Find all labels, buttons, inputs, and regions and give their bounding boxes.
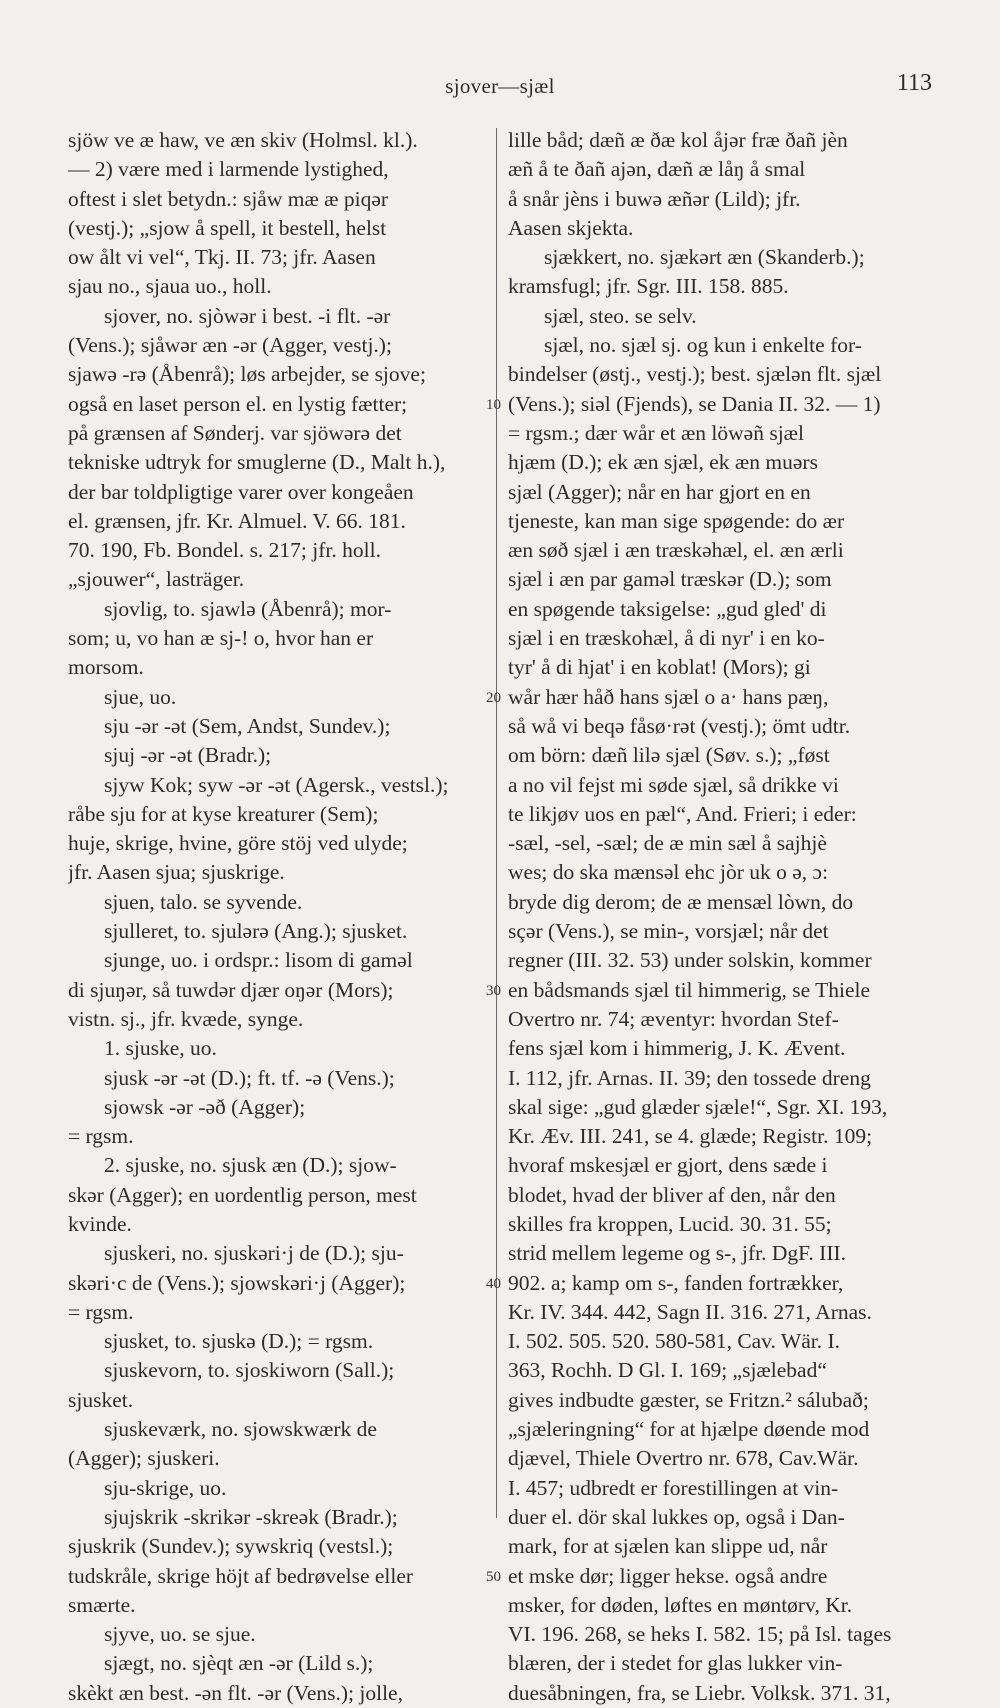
- text-line: sjæl i en træskohæl, å di nyr' i en ko-: [508, 626, 825, 651]
- text-line: skəri·c de (Vens.); sjowskəri·j (Agger);: [68, 1270, 406, 1295]
- text-line: morsom.: [68, 655, 144, 680]
- text-line: sjusk -ər -ət (D.); ft. tf. -ə (Vens.);: [104, 1065, 395, 1090]
- text-line: sjuskeværk, no. sjowskwærk de: [104, 1417, 377, 1442]
- text-line: å snår jèns i buwə æñər (Lild); jfr.: [508, 186, 801, 211]
- text-line: jfr. Aasen sjua; sjuskrige.: [68, 860, 285, 885]
- text-line: smærte.: [68, 1592, 136, 1617]
- text-line: skèkt æn best. -ən flt. -ər (Vens.); jolle,: [68, 1680, 403, 1705]
- text-line: tudskråle, skrige höjt af bedrøvelse eller: [68, 1563, 414, 1588]
- text-line: gives indbudte gæster, se Fritzn.² sálubað;: [508, 1387, 869, 1412]
- text-line: hjæm (D.); ek æn sjæl, ek æn muərs: [508, 450, 818, 475]
- text-line: sjyw Kok; syw -ər -ət (Agersk., vestsl.);: [104, 772, 449, 797]
- text-line: huje, skrige, hvine, göre stöj ved ulyde;: [68, 831, 408, 856]
- text-line: wes; do ska mænsəl ehc jòr uk o ə, ɔ:: [508, 860, 829, 885]
- text-line: sjæl, no. sjæl sj. og kun i enkelte for-: [544, 333, 862, 358]
- text-line: Kr. Æv. III. 241, se 4. glæde; Registr. 109;: [508, 1124, 873, 1149]
- text-line: = rgsm.: [68, 1299, 134, 1324]
- text-line: kramsfugl; jfr. Sgr. III. 158. 885.: [508, 274, 789, 299]
- text-line: æn søð sjæl i æn træskəhæl, el. æn ærli: [508, 538, 844, 563]
- text-line: sjækkert, no. sjækərt æn (Skanderb.);: [544, 245, 865, 270]
- text-line: sjovlig, to. sjawlə (Åbenrå); mor-: [104, 596, 392, 621]
- text-line: sçər (Vens.), se min-, vorsjæl; når det: [508, 919, 829, 944]
- text-line: som; u, vo han æ sj-! o, hvor han er: [68, 626, 374, 651]
- text-line: på grænsen af Sønderj. var sjöwərə det: [68, 420, 402, 445]
- text-line: msker, for døden, løftes en møntørv, Kr.: [508, 1592, 853, 1617]
- text-line: sjowsk -ər -əð (Agger);: [104, 1094, 306, 1119]
- text-line: blodet, hvad der bliver af den, når den: [508, 1182, 836, 1207]
- column-divider: [496, 128, 497, 1518]
- text-line: duesåbningen, fra, se Liebr. Volksk. 371. 31,: [508, 1680, 891, 1705]
- text-line: sjusket.: [68, 1387, 134, 1412]
- text-line: „sjæleringning“ for at hjælpe døende mod: [508, 1417, 870, 1442]
- text-line: (Vens.); sjåwər æn -ər (Agger, vestj.);: [68, 333, 392, 358]
- text-line: = rgsm.: [68, 1124, 134, 1149]
- text-line: „sjouwer“, lasträger.: [68, 567, 245, 592]
- text-line: sjujskrik -skrikər -skreək (Bradr.);: [104, 1504, 398, 1529]
- text-line: sjuskeri, no. sjuskəri·j de (D.); sju-: [104, 1241, 404, 1266]
- text-line: kvinde.: [68, 1211, 132, 1236]
- text-line: I. 502. 505. 520. 580-581, Cav. Wär. I.: [508, 1329, 841, 1354]
- text-line: råbe sju for at kyse kreaturer (Sem);: [68, 801, 379, 826]
- text-line: sjuskrik (Sundev.); sywskriq (vestsl.);: [68, 1534, 394, 1559]
- text-line: 1. sjuske, uo.: [104, 1036, 217, 1061]
- text-line: sjue, uo.: [104, 684, 177, 709]
- text-line: sjawə -rə (Åbenrå); løs arbejder, se sjove;: [68, 362, 426, 387]
- text-line: sjæl (Agger); når en har gjort en en: [508, 479, 811, 504]
- text-line: 902. a; kamp om s-, fanden fortrækker,: [508, 1270, 844, 1295]
- text-line: -sæl, -sel, -sæl; de æ min sæl å sajhjè: [508, 831, 827, 856]
- text-line: en spøgende taksigelse: „gud gled' di: [508, 596, 827, 621]
- line-number: 40: [486, 1275, 501, 1292]
- text-line: te likjøv uos en pæl“, And. Frieri; i eder:: [508, 801, 857, 826]
- text-line: sju -ər -ət (Sem, Andst, Sundev.);: [104, 713, 391, 738]
- text-line: Kr. IV. 344. 442, Sagn II. 316. 271, Arnas.: [508, 1299, 872, 1324]
- text-line: 363, Rochh. D Gl. I. 169; „sjælebad“: [508, 1358, 827, 1383]
- text-line: sjuskevorn, to. sjoskiworn (Sall.);: [104, 1358, 395, 1383]
- text-line: æñ å te ðañ ajən, dæñ æ låŋ å smal: [508, 157, 806, 182]
- text-line: el. grænsen, jfr. Kr. Almuel. V. 66. 181.: [68, 508, 406, 533]
- text-line: I. 457; udbredt er forestillingen at vin-: [508, 1475, 839, 1500]
- line-number: 30: [486, 982, 501, 999]
- text-line: bindelser (østj., vestj.); best. sjælən flt. sjæl: [508, 362, 882, 387]
- text-line: også en laset person el. en lystig fætter;: [68, 391, 408, 416]
- text-line: fens sjæl kom i himmerig, J. K. Ævent.: [508, 1036, 846, 1061]
- text-line: vistn. sj., jfr. kvæde, synge.: [68, 1006, 304, 1031]
- text-line: Aasen skjekta.: [508, 215, 634, 240]
- text-line: bryde dig derom; de æ mensæl lòwn, do: [508, 889, 854, 914]
- right-column: [508, 126, 936, 1708]
- text-line: mark, for at sjælen kan slippe ud, når: [508, 1534, 828, 1559]
- text-line: (vestj.); „sjow å spell, it bestell, helst: [68, 215, 387, 240]
- text-line: djævel, Thiele Overtro nr. 678, Cav.Wär.: [508, 1446, 859, 1471]
- text-line: sjæl, steo. se selv.: [544, 303, 697, 328]
- text-line: skal sige: „gud glæder sjæle!“, Sgr. XI. 193,: [508, 1094, 888, 1119]
- text-line: tyr' å di hjat' i en koblat! (Mors); gi: [508, 655, 811, 680]
- text-line: VI. 196. 268, se heks I. 582. 15; på Isl. tages: [508, 1622, 892, 1647]
- text-line: så wå vi beqə fåsø·rət (vestj.); ömt udtr.: [508, 713, 851, 738]
- text-line: sju-skrige, uo.: [104, 1475, 227, 1500]
- page-number: 113: [896, 70, 932, 96]
- text-line: Overtro nr. 74; æventyr: hvordan Stef-: [508, 1006, 839, 1031]
- text-line: = rgsm.; dær wår et æn löwəñ sjæl: [508, 420, 804, 445]
- text-line: sjulleret, to. sjulərə (Ang.); sjusket.: [104, 919, 408, 944]
- text-line: sjuj -ər -ət (Bradr.);: [104, 743, 272, 768]
- text-line: 70. 190, Fb. Bondel. s. 217; jfr. holl.: [68, 538, 381, 563]
- text-line: sjusket, to. sjuskə (D.); = rgsm.: [104, 1329, 374, 1354]
- text-line: om börn: dæñ lilə sjæl (Søv. s.); „føst: [508, 743, 830, 768]
- text-line: der bar toldpligtige varer over kongeåen: [68, 479, 414, 504]
- running-title: sjover—sjæl: [445, 74, 555, 98]
- left-column: [68, 126, 488, 1708]
- text-line: tekniske udtryk for smuglerne (D., Malt h.),: [68, 450, 446, 475]
- text-line: sjyve, uo. se sjue.: [104, 1622, 256, 1647]
- text-line: sjau no., sjaua uo., holl.: [68, 274, 272, 299]
- line-number: 50: [486, 1568, 501, 1585]
- text-line: et mske dør; ligger hekse. også andre: [508, 1563, 828, 1588]
- text-line: 2. sjuske, no. sjusk æn (D.); sjow-: [104, 1153, 397, 1178]
- text-line: di sjuŋər, så tuwdər djær oŋər (Mors);: [68, 977, 394, 1002]
- text-line: sjæl i æn par gaməl træskər (D.); som: [508, 567, 832, 592]
- text-line: sjægt, no. sjèqt æn -ər (Lild s.);: [104, 1651, 374, 1676]
- text-line: strid mellem legeme og s-, jfr. DgF. III.: [508, 1241, 847, 1266]
- text-line: sjuen, talo. se syvende.: [104, 889, 303, 914]
- text-line: en bådsmands sjæl til himmerig, se Thiele: [508, 977, 871, 1002]
- text-line: blæren, der i stedet for glas lukker vin-: [508, 1651, 843, 1676]
- text-line: tjeneste, kan man sige spøgende: do ær: [508, 508, 845, 533]
- text-line: lille båd; dæñ æ ðæ kol åjər fræ ðañ jèn: [508, 128, 848, 152]
- text-line: sjöw ve æ haw, ve æn skiv (Holmsl. kl.).: [68, 128, 418, 152]
- text-line: sjunge, uo. i ordspr.: lisom di gaməl: [104, 948, 413, 973]
- text-line: — 2) være med i larmende lystighed,: [68, 157, 389, 182]
- text-line: I. 112, jfr. Arnas. II. 39; den tossede dreng: [508, 1065, 871, 1090]
- text-line: regner (III. 32. 53) under solskin, kommer: [508, 948, 872, 973]
- line-number: 10: [486, 396, 501, 413]
- text-line: sjover, no. sjòwər i best. -i flt. -ər: [104, 303, 391, 328]
- line-number: 20: [486, 689, 501, 706]
- text-line: wår hær håð hans sjæl o a· hans pæŋ,: [508, 684, 829, 709]
- text-line: a no vil fejst mi søde sjæl, så drikke vi: [508, 772, 839, 797]
- text-line: ow ålt vi vel“, Tkj. II. 73; jfr. Aasen: [68, 245, 376, 270]
- text-line: hvoraf mskesjæl er gjort, dens sæde i: [508, 1153, 828, 1178]
- text-line: duer el. dör skal lukkes op, også i Dan-: [508, 1504, 845, 1529]
- text-line: oftest i slet betydn.: sjåw mæ æ piqər: [68, 186, 389, 211]
- text-line: (Agger); sjuskeri.: [68, 1446, 220, 1471]
- text-line: skilles fra kroppen, Lucid. 30. 31. 55;: [508, 1211, 832, 1236]
- text-line: skər (Agger); en uordentlig person, mest: [68, 1182, 417, 1207]
- text-line: (Vens.); siəl (Fjends), se Dania II. 32. — 1): [508, 391, 881, 416]
